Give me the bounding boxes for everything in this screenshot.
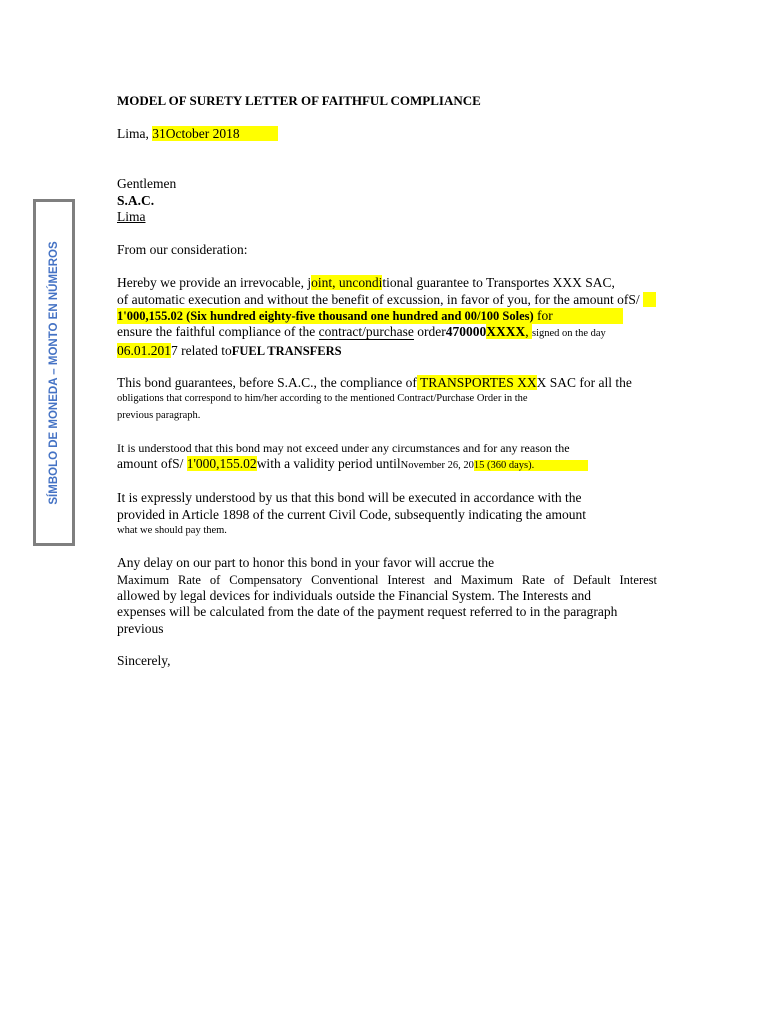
p2-text: previous paragraph.: [117, 409, 201, 421]
p5-text: previous: [117, 620, 164, 636]
paragraph-3: [117, 440, 657, 475]
amount-highlight: 1'000,155.02: [186, 456, 257, 472]
order-number: 470000: [445, 324, 487, 340]
p2-text: X SAC for all the: [536, 374, 632, 390]
amount-currency-highlight: [643, 292, 656, 307]
p1-text: Hereby we provide an irrevocable, j: [117, 275, 312, 291]
salutation: Gentlemen: [117, 176, 177, 192]
p5-text: allowed by legal devices for individuals outside the Financial System. The Interests and: [117, 587, 592, 603]
date-line: [117, 126, 657, 142]
p1-highlight: oint, uncondi: [311, 275, 383, 291]
contract-purchase-text: contract/purchase: [318, 324, 414, 340]
p1-text: signed on the day: [531, 328, 606, 340]
p2-text: This bond guarantees, before S.A.C., the compliance of: [117, 374, 417, 390]
p1-text: order: [413, 324, 446, 340]
date-highlight: 31October 2018: [152, 126, 277, 141]
closing: Sincerely,: [117, 652, 171, 668]
currency-symbol-annotation-box: [33, 199, 75, 546]
p1-text: tional guarantee to Transportes XXX SAC,: [382, 275, 615, 291]
p1-text: for: [537, 308, 553, 324]
fuel-transfers-label: FUEL TRANSFERS: [231, 343, 342, 358]
letter-body: [117, 93, 657, 669]
place: Lima,: [117, 126, 149, 141]
signing-date-highlight: 06.01.201: [117, 342, 171, 358]
p3-text: November 26, 20: [400, 460, 474, 472]
p3-text: with a validity period until: [256, 456, 401, 472]
p3-text: It is understood that this bond may not exceed under any circumstances and for any reason the: [117, 440, 570, 455]
p4-text: It is expressly understood by us that this bond will be executed in accordance with the: [117, 490, 582, 506]
validity-highlight: 15 (360 days).: [474, 460, 588, 471]
p1-text: 7 related to: [171, 342, 232, 358]
p2-text: obligations that correspond to him/her according to the mentioned Contract/Purchase Order in the: [117, 393, 528, 405]
p4-text: what we should pay them.: [117, 525, 227, 537]
order-number-highlight: XXXX: [486, 324, 526, 340]
paragraph-2: [117, 375, 657, 424]
p5-text: Any delay on our part to honor this bond in your favor will accrue the: [117, 555, 495, 571]
p5-text: expenses will be calculated from the date of the payment request referred to in the paragraph: [117, 604, 618, 620]
paragraph-1: [117, 275, 657, 358]
recipient-city: Lima: [117, 208, 146, 224]
amount-in-words: 1'000,155.02 (Six hundred eighty-five thousand one hundred and 00/100 Soles): [117, 309, 534, 324]
p1-text: ensure the faithful compliance of the: [117, 324, 319, 340]
company-highlight: TRANSPORTES XX: [416, 374, 537, 390]
p3-text: amount ofS/: [117, 456, 187, 472]
p4-text: provided in Article 1898 of the current Civil Code, subsequently indicating the amount: [117, 506, 587, 522]
p1-text: of automatic execution and without the benefit of excussion, in favor of you, for the amount ofS/: [117, 291, 640, 307]
p1-text: ,: [525, 324, 532, 340]
letter-title: MODEL OF SURETY LETTER OF FAITHFUL COMPLIANCE: [117, 93, 481, 108]
recipient: S.A.C.: [117, 192, 155, 208]
currency-symbol-annotation-label: SÍMBOLO DE MONEDA – MONTO EN NÚMEROS: [48, 240, 60, 505]
paragraph-5: [117, 555, 657, 636]
p5-text: Maximum Rate of Compensatory Conventional Interest and Maximum Rate of Default Interest: [117, 572, 657, 587]
paragraph-4: [117, 490, 657, 539]
opening-line: From our consideration:: [117, 242, 248, 258]
